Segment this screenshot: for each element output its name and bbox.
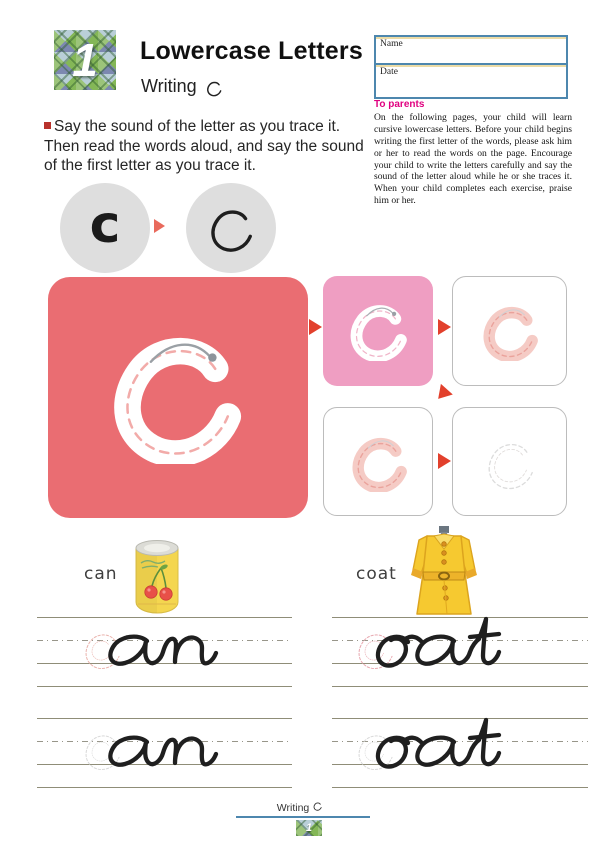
name-label: Name	[380, 39, 403, 49]
date-label: Date	[380, 67, 398, 77]
trace-letter-c-large	[106, 324, 246, 464]
footer-badge-number: 1	[305, 822, 313, 834]
to-parents-body: On the following pages, your child will learn cursive lowercase letters. Before your child begins writing the first letter of the words, please ask him or her to read the words on the page. Encourage your child to write the letters carefully and say the sound of the letter aloud while he or she traces it. When your child completes each exercise, praise him or her.	[374, 112, 572, 207]
faded-trace-letter-c	[480, 301, 540, 361]
name-field	[376, 37, 566, 65]
print-letter: c	[89, 195, 121, 255]
arrow-right-icon	[438, 453, 451, 469]
cursive-c-icon	[205, 202, 257, 254]
to-parents-heading: To parents	[374, 99, 425, 110]
cursive-c-icon	[312, 801, 323, 811]
handwriting-can-row2	[55, 711, 285, 796]
lesson-number-badge	[54, 30, 116, 90]
trace-box-pink	[323, 276, 433, 386]
faded-trace-letter-c	[349, 432, 409, 492]
trace-box-large	[48, 277, 308, 518]
cursive-letter-circle	[186, 183, 276, 273]
arrow-right-icon	[309, 319, 322, 335]
word-label-can: can	[84, 564, 118, 584]
practice-box-3	[452, 407, 567, 516]
lesson-number: 1	[72, 34, 98, 86]
subtitle-label: Writing	[141, 76, 197, 96]
trace-letter-c-pink	[347, 299, 409, 361]
footer-page-badge	[296, 820, 322, 836]
word-label-coat: coat	[356, 564, 397, 584]
footer-rule	[236, 816, 370, 818]
footer-caption	[0, 801, 600, 814]
canned-cherries-icon	[128, 538, 186, 616]
page-subtitle	[141, 76, 224, 97]
yellow-coat-icon	[405, 526, 483, 621]
handwriting-can-row1	[55, 610, 285, 695]
page-title: Lowercase Letters	[140, 37, 363, 65]
handwriting-coat-row1	[330, 610, 570, 695]
dashed-outline-letter-c	[480, 433, 540, 493]
practice-box-1	[452, 276, 567, 386]
print-letter-circle	[60, 183, 150, 273]
footer-label: Writing	[276, 802, 310, 814]
date-field	[376, 65, 566, 93]
practice-box-2	[323, 407, 433, 516]
handwriting-coat-row2	[330, 711, 570, 796]
instruction-text: Say the sound of the letter as you trace it. Then read the words aloud, and say the sound of the first letter as you trace it.	[44, 118, 364, 175]
arrow-right-icon	[438, 319, 451, 335]
bullet-icon	[44, 122, 51, 129]
cursive-c-icon	[204, 79, 224, 97]
arrow-right-icon	[154, 219, 165, 233]
name-date-box	[374, 35, 568, 99]
arrow-wrap-icon	[432, 384, 453, 404]
